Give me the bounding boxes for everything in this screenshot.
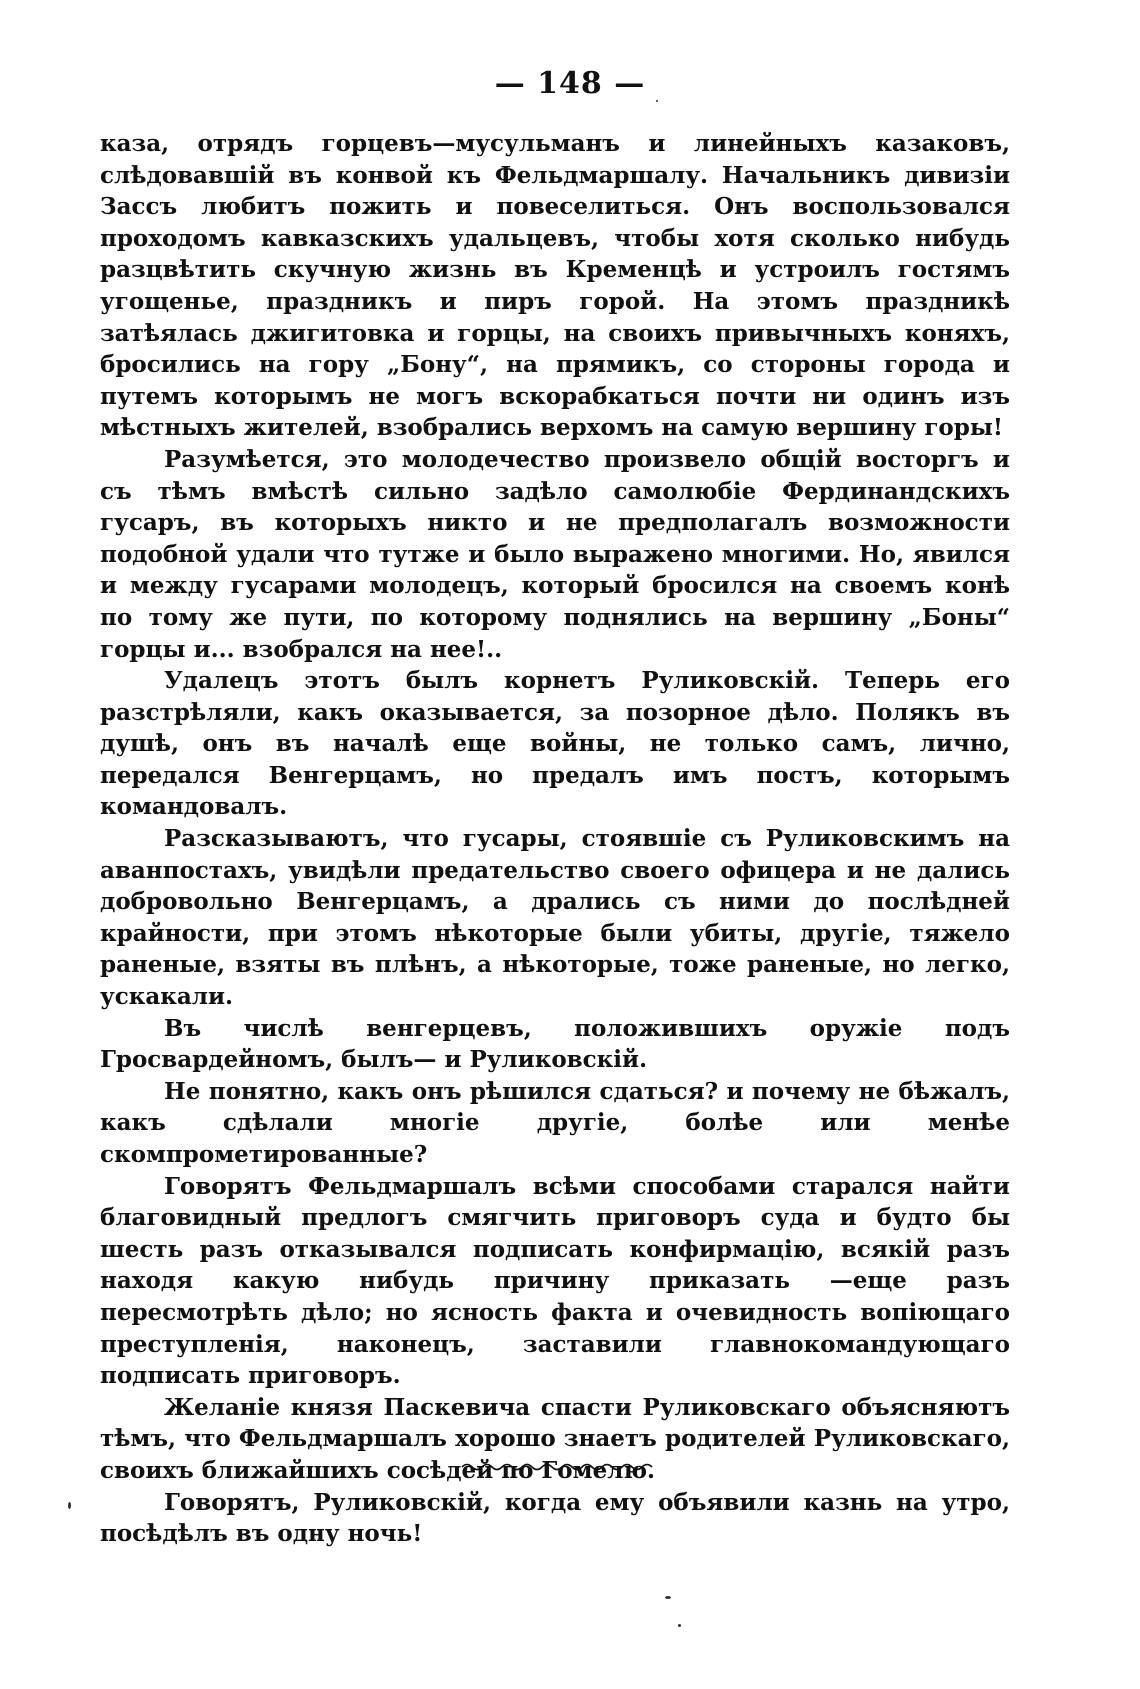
paragraph-7: Говорятъ Фельдмаршалъ всѣми способами старался найти благовидный предлогъ смягчить приговоръ суда и будто бы шесть разъ отказывался подписать конфирмацію, всякій разъ находя какую нибудь причину приказать —еще разъ пересмотрѣть дѣло; но ясность факта и очевидность вопіющаго преступленія, наконецъ, заставили главнокомандующаго подписать приговоръ. — [100, 1172, 1010, 1390]
paragraph-8: Желаніе князя Паскевича спасти Руликовскаго объясняютъ тѣмъ, что Фельдмаршалъ хорошо знаетъ родителей Руликовскаго, своихъ ближайшихъ сосѣдей по Гомелю. — [100, 1393, 1010, 1484]
paragraph-1: каза, отрядъ горцевъ—мусульманъ и линейныхъ казаковъ, слѣдовавшій въ конвой къ Фельдмаршалу. Начальникъ дивизіи Зассъ любитъ пожить и повеселиться. Онъ воспользовался проходомъ кавказскихъ удальцевъ, чтобы хотя сколько нибудь разцвѣтить скучную жизнь въ Кременцѣ и устроилъ гостямъ угощенье, праздникъ и пиръ горой. На этомъ праздникѣ затѣялась джигитовка и горцы, на своихъ привычныхъ коняхъ, бросились на гору „Бону“, на прямикъ, со стороны города и путемъ которымъ не могъ вскорабкаться почти ни одинъ изъ мѣстныхъ жителей, взобрались верхомъ на самую вершину горы! — [100, 130, 1010, 442]
paragraph-5: Въ числѣ венгерцевъ, положившихъ оружіе подъ Гросвардейномъ, былъ— и Руликовскій. — [100, 1014, 1010, 1074]
ink-speck — [678, 1624, 681, 1627]
paragraph-3: Удалецъ этотъ былъ корнетъ Руликовскій. Теперь его разстрѣляли, какъ оказывается, за позорное дѣло. Полякъ въ душѣ, онъ въ началѣ еще войны, не только самъ, лично, передался Венгерцамъ, но предалъ имъ постъ, которымъ командовалъ. — [100, 667, 1010, 821]
paragraph-4: Разсказываютъ, что гусары, стоявшіе съ Руликовскимъ на аванпостахъ, увидѣли предательство своего офицера и не дались добровольно Венгерцамъ, а дрались съ ними до послѣдней крайности, при этомъ нѣкоторые были убиты, другіе, тяжело раненые, взяты въ плѣнъ, а нѣкоторые, тоже раненые, но легко, ускакали. — [100, 825, 1010, 1011]
paragraph-6: Не понятно, какъ онъ рѣшился сдаться? и почему не бѣжалъ, какъ сдѣлали многіе другіе, болѣе или менѣе скомпрометированные? — [100, 1077, 1010, 1168]
body-text — [100, 128, 1010, 1550]
ink-speck — [656, 100, 658, 102]
ink-speck — [68, 1502, 71, 1509]
ink-speck — [665, 1596, 671, 1599]
paragraph-2: Разумѣется, это молодечество произвело общій восторгъ и съ тѣмъ вмѣстѣ сильно задѣло самолюбіе Фердинандскихъ гусаръ, въ которыхъ никто и не предполагалъ возможности подобной удали что тутже и было выражено многими. Но, явился и между гусарами молодецъ, который бросился на своемъ конѣ по тому же пути, по которому поднялись на вершину „Боны“ горцы и... взобрался на нее!.. — [100, 445, 1010, 663]
paragraph-9: Говорятъ, Руликовскій, когда ему объявили казнь на утро, посѣдѣлъ въ одну ночь! — [100, 1488, 1010, 1548]
page-number: — 148 — — [494, 66, 646, 101]
wavy-rule-ornament-icon — [460, 1460, 660, 1474]
